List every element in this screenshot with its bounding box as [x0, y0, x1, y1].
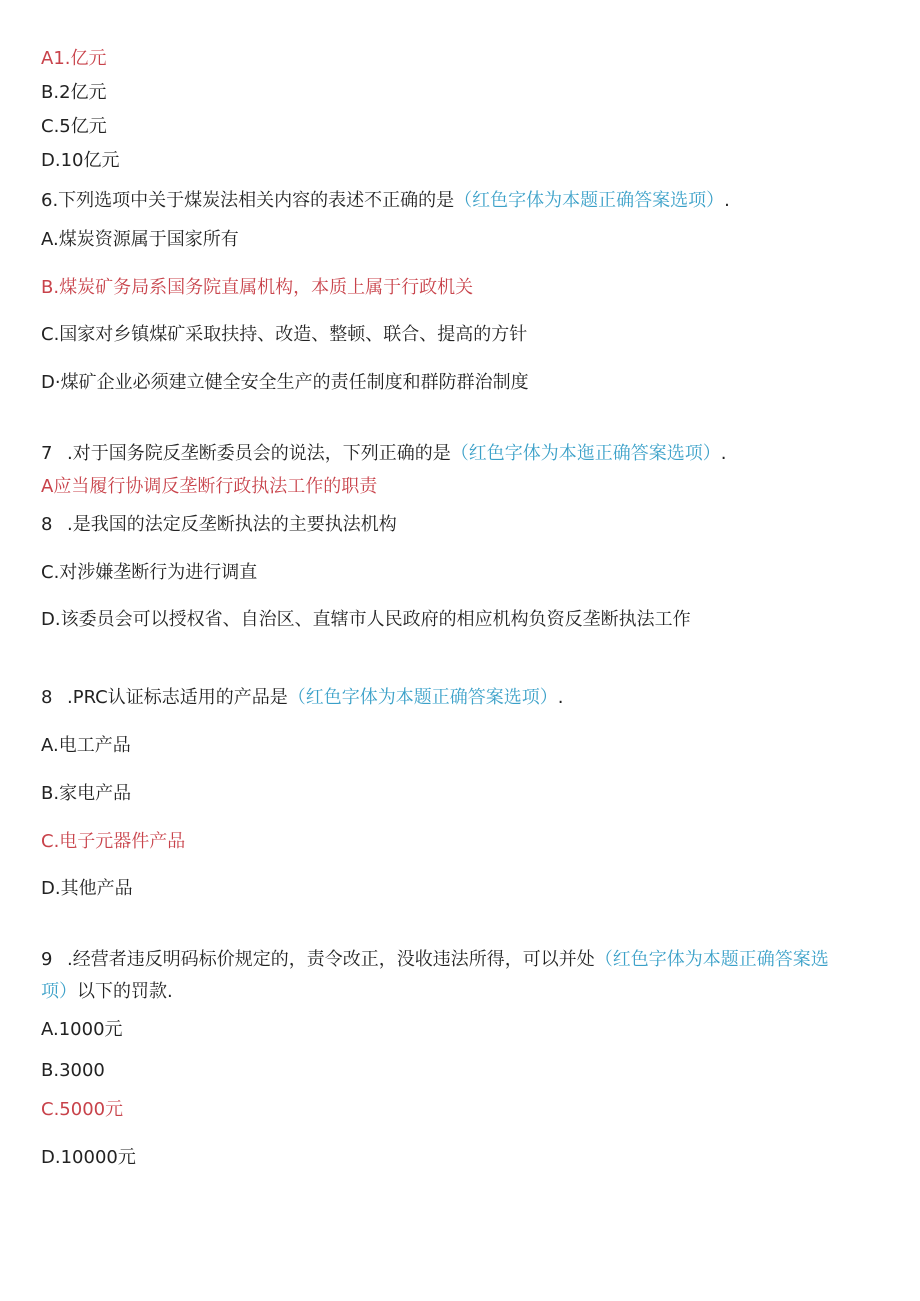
q8-tail: . — [557, 687, 564, 708]
q7-option-b-number: 8 — [41, 514, 53, 535]
q7-number: 7 — [41, 443, 53, 464]
q8-option-d: D.其他产品 — [41, 878, 133, 899]
q8-number: 8 — [41, 687, 53, 708]
q6-tail: . — [724, 190, 730, 211]
q7-option-b — [41, 513, 397, 537]
q9-stem-continued — [41, 980, 173, 1004]
q9-number: 9 — [41, 949, 53, 970]
q5-option-a: A1.亿元 — [41, 48, 107, 69]
q5-option-d: D.10亿元 — [41, 150, 120, 171]
q9-option-a: A.1000元 — [41, 1019, 123, 1040]
q7-option-b-text: .是我国的法定反垄断执法的主要执法机构 — [67, 514, 397, 535]
q7-hint: （红色字体为本迤正确答案选项） — [450, 443, 721, 464]
q9-option-d: D.10000元 — [41, 1147, 136, 1168]
q6-option-c: C.国家对乡镇煤矿采取扶持、改造、整顿、联合、提高的方针 — [41, 324, 528, 345]
q9-tail: 以下的罚款. — [77, 981, 173, 1002]
q9-option-c: C.5000元 — [41, 1099, 124, 1120]
q8-option-a: A.电工产品 — [41, 735, 131, 756]
q9-stem-text: .经营者违反明码标价规定的，责令改正，没收违法所得，可以并处 — [67, 949, 595, 970]
q5-option-b: B.2亿元 — [41, 82, 107, 103]
q7-stem-text: .对于国务院反垄断委员会的说法，下列正确的是 — [67, 443, 451, 464]
q8-option-c: C.电子元器件产品 — [41, 831, 186, 852]
q7-option-d: D.该委员会可以授权省、自治区、直辖市人民政府的相应机构负资反垄断执法工作 — [41, 609, 691, 630]
q6-option-b: B.煤炭矿务局系国务院直属机构，本质上属于行政机关 — [41, 277, 474, 298]
q9-hint-part1: （红色字体为本题正确答案选 — [594, 949, 829, 970]
q7-tail: . — [720, 443, 727, 464]
q8-hint: （红色字体为本题正确答案选项） — [287, 687, 558, 708]
q9-hint-part2: 项） — [41, 981, 77, 1002]
q9-stem — [41, 948, 829, 972]
q7-stem — [41, 442, 726, 466]
q6-stem — [41, 189, 730, 213]
q9-option-b: B.3000 — [41, 1060, 105, 1081]
q6-option-a: A.煤炭资源属于国家所有 — [41, 229, 239, 250]
q6-hint: （红色字体为本题正确答案选项） — [454, 190, 725, 211]
q8-stem-text: .PRC认证标志适用的产品是 — [67, 687, 288, 708]
q8-option-b: B.家电产品 — [41, 783, 132, 804]
q6-option-d: D·煤矿企业必须建立健全安全生产的责任制度和群防群治制度 — [41, 372, 529, 393]
q6-stem-text: 6.下列选项中关于煤炭法相关内容的表述不正确的是 — [41, 190, 455, 211]
q5-option-c: C.5亿元 — [41, 116, 107, 137]
q8-stem — [41, 686, 564, 710]
q7-option-c: C.对涉嫌垄断行为进行调直 — [41, 562, 258, 583]
q7-option-a: A应当履行协调反垄断行政执法工作的职责 — [41, 476, 378, 497]
